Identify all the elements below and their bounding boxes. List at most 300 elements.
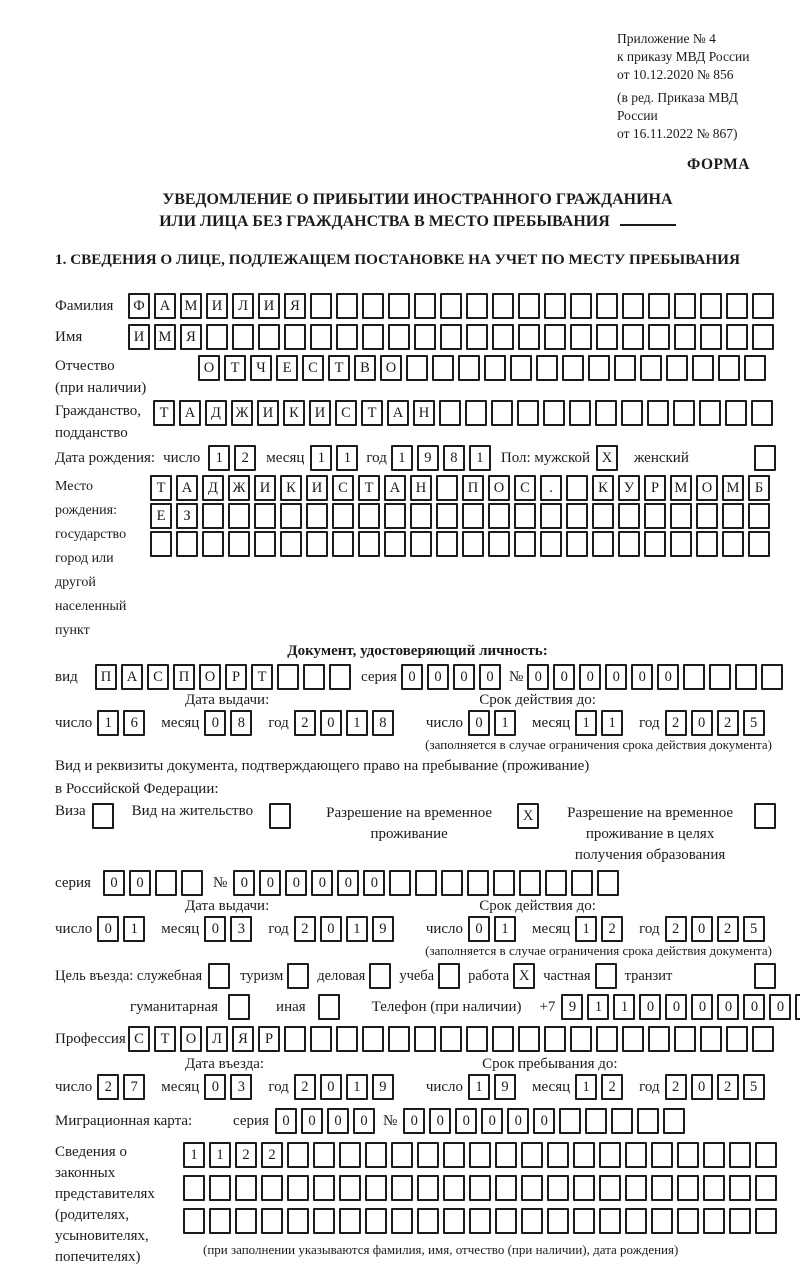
citizenship-row	[55, 400, 780, 441]
char-cell	[389, 870, 411, 896]
char-cell: 0	[639, 994, 661, 1020]
char-cell	[436, 475, 458, 501]
char-cell	[287, 1208, 309, 1234]
char-cell	[573, 1208, 595, 1234]
guardians-label-line2: законных	[55, 1165, 116, 1181]
entry-year-cells	[294, 1074, 398, 1100]
char-cell	[469, 1208, 491, 1234]
char-cell: 9	[372, 1074, 394, 1100]
resdoc-number-label: №	[213, 874, 228, 891]
char-cell: 8	[372, 710, 394, 736]
char-cell: П	[95, 664, 117, 690]
purpose-private-label: частная	[543, 967, 591, 984]
iddoc-number-label: №	[508, 668, 524, 685]
char-cell	[536, 355, 558, 381]
char-cell: О	[180, 1026, 202, 1052]
char-cell: 2	[717, 710, 739, 736]
patronymic-label-line1: Отчество	[55, 358, 115, 374]
char-cell	[670, 503, 692, 529]
char-cell	[432, 355, 454, 381]
char-cell	[313, 1175, 335, 1201]
migcard-number-label: №	[382, 1112, 398, 1129]
char-cell	[384, 531, 406, 557]
char-cell: Б	[748, 475, 770, 501]
char-cell	[545, 870, 567, 896]
char-cell	[287, 1175, 309, 1201]
char-cell	[410, 503, 432, 529]
char-cell: 1	[575, 916, 597, 942]
profession-label: Профессия	[55, 1030, 126, 1047]
char-cell	[722, 531, 744, 557]
char-cell	[647, 400, 669, 426]
char-cell	[310, 293, 332, 319]
char-cell	[729, 1208, 751, 1234]
char-cell	[284, 324, 306, 350]
char-cell: 0	[691, 1074, 713, 1100]
char-cell	[469, 1142, 491, 1168]
char-cell: С	[335, 400, 357, 426]
citizenship-label-line2: подданство	[55, 425, 128, 441]
char-cell	[744, 355, 766, 381]
iddoc-expiry-group	[426, 710, 769, 736]
guardians-label-line3: представителях	[55, 1186, 155, 1202]
char-cell: 0	[275, 1108, 297, 1134]
migcard-series-cells	[275, 1108, 379, 1134]
char-cell	[703, 1142, 725, 1168]
char-cell: Я	[180, 324, 202, 350]
char-cell: 1	[123, 916, 145, 942]
char-cell	[540, 503, 562, 529]
char-cell: Т	[150, 475, 172, 501]
year-label: год	[268, 920, 289, 937]
char-cell	[181, 870, 203, 896]
char-cell	[514, 503, 536, 529]
char-cell: 2	[665, 1074, 687, 1100]
char-cell: 0	[553, 664, 575, 690]
purpose-official-label: Цель въезда: служебная	[55, 967, 203, 984]
char-cell	[611, 1108, 633, 1134]
entry-dates-row	[55, 1074, 780, 1100]
char-cell: 0	[455, 1108, 477, 1134]
char-cell: Л	[232, 293, 254, 319]
char-cell	[752, 293, 774, 319]
char-cell	[417, 1175, 439, 1201]
char-cell	[571, 870, 593, 896]
char-cell	[254, 503, 276, 529]
purpose-work-label: работа	[468, 967, 510, 984]
birthplace-block	[55, 475, 780, 643]
day-label: число	[425, 714, 464, 731]
iddoc-expiry-day-cells	[468, 710, 520, 736]
char-cell	[648, 1026, 670, 1052]
char-cell	[417, 1208, 439, 1234]
char-cell	[303, 664, 325, 690]
char-cell: 0	[533, 1108, 555, 1134]
char-cell	[443, 1175, 465, 1201]
char-cell	[518, 324, 540, 350]
char-cell: Т	[358, 475, 380, 501]
char-cell: К	[280, 475, 302, 501]
char-cell	[92, 803, 114, 829]
char-cell: 1	[209, 1142, 231, 1168]
migration-card-label: Миграционная карта:	[55, 1112, 193, 1129]
guardians-row1-cells	[183, 1142, 781, 1168]
char-cell: У	[618, 475, 640, 501]
regulation-line: Приложение № 4	[617, 31, 716, 46]
char-cell: 0	[204, 710, 226, 736]
char-cell: С	[514, 475, 536, 501]
purpose-study-checkbox	[438, 963, 464, 989]
regulation-line: от 10.12.2020 № 856	[617, 67, 734, 82]
char-cell: 0	[453, 664, 475, 690]
char-cell: 0	[403, 1108, 425, 1134]
char-cell: 0	[320, 916, 342, 942]
iddoc-expiry-month-cells	[575, 710, 627, 736]
iddoc-expiry-note: (заполняется в случае ограничения срока действия документа)	[425, 737, 772, 752]
birth-date-label: Дата рождения:	[55, 449, 156, 466]
day-label: число	[55, 920, 93, 937]
char-cell: 1	[310, 445, 332, 471]
char-cell: Ж	[231, 400, 253, 426]
char-cell	[540, 531, 562, 557]
char-cell: И	[257, 400, 279, 426]
char-cell	[336, 324, 358, 350]
char-cell: Р	[644, 475, 666, 501]
char-cell	[585, 1108, 607, 1134]
char-cell: 2	[717, 1074, 739, 1100]
surname-cells	[128, 293, 778, 319]
form-title-line2: ИЛИ ЛИЦА БЕЗ ГРАЖДАНСТВА В МЕСТО ПРЕБЫВАНИЯ	[159, 213, 610, 230]
char-cell	[339, 1142, 361, 1168]
resdoc-issue-month-cells	[204, 916, 256, 942]
char-cell: 2	[665, 916, 687, 942]
char-cell	[722, 503, 744, 529]
char-cell	[202, 503, 224, 529]
char-cell	[726, 324, 748, 350]
char-cell: X	[517, 803, 539, 829]
char-cell	[176, 531, 198, 557]
char-cell	[492, 1026, 514, 1052]
regulation-note	[617, 30, 780, 143]
char-cell	[465, 400, 487, 426]
char-cell: 0	[327, 1108, 349, 1134]
char-cell: 0	[691, 916, 713, 942]
char-cell: 0	[468, 710, 490, 736]
char-cell	[438, 963, 460, 989]
resdoc-expiry-note: (заполняется в случае ограничения срока действия документа)	[425, 943, 772, 958]
regulation-line: к приказу МВД России	[617, 49, 750, 64]
char-cell	[287, 963, 309, 989]
residence-permit-checkbox	[269, 803, 295, 829]
char-cell	[436, 531, 458, 557]
iddoc-heading: Документ, удостоверяющий личность:	[287, 643, 548, 659]
char-cell	[748, 531, 770, 557]
char-cell	[570, 1026, 592, 1052]
char-cell	[228, 531, 250, 557]
char-cell: А	[179, 400, 201, 426]
iddoc-expiry-title: Срок действия до:	[479, 692, 596, 708]
char-cell	[755, 1208, 777, 1234]
char-cell: И	[254, 475, 276, 501]
char-cell	[235, 1208, 257, 1234]
char-cell: 2	[294, 1074, 316, 1100]
year-label: год	[639, 714, 660, 731]
month-label: месяц	[161, 1078, 200, 1095]
firstname-label: Имя	[55, 328, 83, 345]
purpose-study-label: учеба	[399, 967, 435, 984]
char-cell: Р	[225, 664, 247, 690]
char-cell: М	[722, 475, 744, 501]
stay-title: Срок пребывания до:	[482, 1056, 618, 1072]
month-label: месяц	[532, 714, 571, 731]
char-cell: X	[596, 445, 618, 471]
char-cell: 2	[234, 445, 256, 471]
visa-label: Виза	[55, 803, 86, 819]
char-cell	[261, 1208, 283, 1234]
char-cell: Д	[205, 400, 227, 426]
char-cell: 1	[183, 1142, 205, 1168]
char-cell: 5	[743, 1074, 765, 1100]
char-cell: Т	[224, 355, 246, 381]
char-cell: Л	[206, 1026, 228, 1052]
char-cell: 1	[391, 445, 413, 471]
char-cell	[692, 355, 714, 381]
char-cell: Т	[153, 400, 175, 426]
char-cell	[232, 324, 254, 350]
char-cell	[514, 531, 536, 557]
char-cell: Д	[202, 475, 224, 501]
char-cell	[492, 293, 514, 319]
char-cell	[287, 1142, 309, 1168]
char-cell: 0	[665, 994, 687, 1020]
char-cell	[703, 1175, 725, 1201]
char-cell	[415, 870, 437, 896]
char-cell: М	[154, 324, 176, 350]
iddoc-issue-month-cells	[204, 710, 256, 736]
char-cell	[365, 1142, 387, 1168]
char-cell	[559, 1108, 581, 1134]
char-cell: 1	[346, 710, 368, 736]
char-cell	[547, 1175, 569, 1201]
citizenship-cells	[153, 400, 777, 426]
patronymic-label	[55, 355, 198, 399]
char-cell: 0	[337, 870, 359, 896]
rvp-education-label: Разрешение на временное проживание в целях получения образования	[567, 805, 734, 863]
char-cell: 5	[743, 710, 765, 736]
month-label: месяц	[161, 920, 200, 937]
char-cell: 0	[311, 870, 333, 896]
form-title-line1: УВЕДОМЛЕНИЕ О ПРИБЫТИИ ИНОСТРАННОГО ГРАЖДАНИНА	[162, 191, 673, 208]
char-cell	[599, 1142, 621, 1168]
char-cell: 9	[372, 916, 394, 942]
char-cell	[673, 400, 695, 426]
char-cell: X	[513, 963, 535, 989]
char-cell	[599, 1175, 621, 1201]
char-cell	[369, 963, 391, 989]
char-cell	[683, 664, 705, 690]
migcard-series-label: серия	[233, 1112, 269, 1129]
char-cell	[443, 1208, 465, 1234]
iddoc-issue-day-cells	[97, 710, 149, 736]
profession-row	[55, 1026, 780, 1052]
rvp-label: Разрешение на временное проживание	[326, 805, 493, 842]
birth-month-cells	[310, 445, 362, 471]
char-cell: 1	[469, 445, 491, 471]
char-cell: 5	[743, 916, 765, 942]
char-cell	[666, 355, 688, 381]
char-cell: 0	[320, 710, 342, 736]
char-cell: О	[198, 355, 220, 381]
char-cell: 0	[717, 994, 739, 1020]
char-cell	[440, 293, 462, 319]
char-cell: 1	[346, 916, 368, 942]
char-cell	[663, 1108, 685, 1134]
char-cell	[410, 531, 432, 557]
char-cell	[339, 1208, 361, 1234]
char-cell: 1	[587, 994, 609, 1020]
char-cell: 1	[336, 445, 358, 471]
sex-female-checkbox	[754, 445, 780, 471]
char-cell: 0	[691, 994, 713, 1020]
stay-month-cells	[575, 1074, 627, 1100]
char-cell	[622, 293, 644, 319]
char-cell: 8	[443, 445, 465, 471]
char-cell	[648, 293, 670, 319]
char-cell: К	[592, 475, 614, 501]
char-cell: В	[354, 355, 376, 381]
guardians-label-line4: (родителях,	[55, 1207, 130, 1223]
entry-month-cells	[204, 1074, 256, 1100]
entry-date-headers	[55, 1056, 780, 1073]
char-cell	[391, 1208, 413, 1234]
char-cell: Н	[413, 400, 435, 426]
char-cell	[544, 1026, 566, 1052]
char-cell	[566, 503, 588, 529]
char-cell: 9	[561, 994, 583, 1020]
char-cell: Я	[284, 293, 306, 319]
char-cell: Е	[276, 355, 298, 381]
purpose-work-checkbox	[513, 963, 539, 989]
char-cell	[622, 1026, 644, 1052]
char-cell	[469, 1175, 491, 1201]
birth-year-cells	[391, 445, 495, 471]
char-cell	[388, 1026, 410, 1052]
char-cell	[670, 531, 692, 557]
char-cell	[637, 1108, 659, 1134]
char-cell	[677, 1175, 699, 1201]
resdoc-issue-title: Дата выдачи:	[185, 898, 270, 914]
surname-row	[55, 293, 780, 319]
char-cell: Т	[328, 355, 350, 381]
char-cell	[313, 1208, 335, 1234]
birthplace-row2-cells	[150, 503, 774, 529]
visa-checkbox	[92, 803, 118, 829]
birthplace-row3-cells	[150, 531, 774, 557]
char-cell	[614, 355, 636, 381]
char-cell	[592, 503, 614, 529]
char-cell	[358, 503, 380, 529]
guardians-label	[55, 1142, 183, 1268]
char-cell	[755, 1142, 777, 1168]
char-cell	[570, 293, 592, 319]
char-cell	[484, 355, 506, 381]
purpose-business-checkbox	[369, 963, 395, 989]
char-cell	[462, 531, 484, 557]
resdoc-issue-group	[55, 916, 398, 942]
char-cell: 0	[320, 1074, 342, 1100]
rvp-checkbox	[517, 803, 543, 829]
char-cell	[336, 293, 358, 319]
char-cell	[729, 1175, 751, 1201]
char-cell: 2	[261, 1142, 283, 1168]
birthplace-label-line3: город или другой	[55, 551, 114, 590]
char-cell: 0	[481, 1108, 503, 1134]
char-cell	[755, 1175, 777, 1201]
char-cell	[495, 1142, 517, 1168]
char-cell: 0	[204, 1074, 226, 1100]
char-cell: Е	[150, 503, 172, 529]
birthplace-label	[55, 475, 150, 643]
char-cell	[466, 324, 488, 350]
residence-permit-label: Вид на жительство	[131, 803, 254, 819]
char-cell: 9	[494, 1074, 516, 1100]
resdoc-expiry-month-cells	[575, 916, 627, 942]
char-cell	[674, 293, 696, 319]
purpose-row	[55, 963, 780, 989]
char-cell: А	[154, 293, 176, 319]
char-cell	[700, 293, 722, 319]
char-cell	[332, 503, 354, 529]
char-cell	[518, 293, 540, 319]
guardians-row2-cells	[183, 1175, 781, 1201]
char-cell	[365, 1208, 387, 1234]
char-cell: 1	[575, 710, 597, 736]
char-cell	[588, 355, 610, 381]
stay-year-cells	[665, 1074, 769, 1100]
char-cell: К	[283, 400, 305, 426]
phone-cells	[561, 994, 800, 1020]
char-cell: Ж	[228, 475, 250, 501]
citizenship-label-line1: Гражданство,	[55, 403, 142, 419]
char-cell	[543, 400, 565, 426]
char-cell	[726, 293, 748, 319]
char-cell: 0	[691, 710, 713, 736]
char-cell	[573, 1142, 595, 1168]
char-cell	[725, 400, 747, 426]
char-cell	[517, 400, 539, 426]
char-cell: С	[128, 1026, 150, 1052]
char-cell	[754, 803, 776, 829]
char-cell: 2	[601, 1074, 623, 1100]
char-cell	[202, 531, 224, 557]
char-cell: 2	[294, 710, 316, 736]
char-cell	[358, 531, 380, 557]
char-cell	[521, 1208, 543, 1234]
char-cell: И	[128, 324, 150, 350]
char-cell: П	[462, 475, 484, 501]
char-cell: 0	[743, 994, 765, 1020]
char-cell: А	[176, 475, 198, 501]
char-cell: 0	[103, 870, 125, 896]
iddoc-dates-row	[55, 710, 780, 736]
resdoc-date-headers	[55, 898, 780, 915]
purpose-row2	[130, 994, 785, 1020]
char-cell	[310, 324, 332, 350]
char-cell: Т	[361, 400, 383, 426]
char-cell	[795, 994, 800, 1020]
char-cell	[280, 503, 302, 529]
char-cell: И	[206, 293, 228, 319]
